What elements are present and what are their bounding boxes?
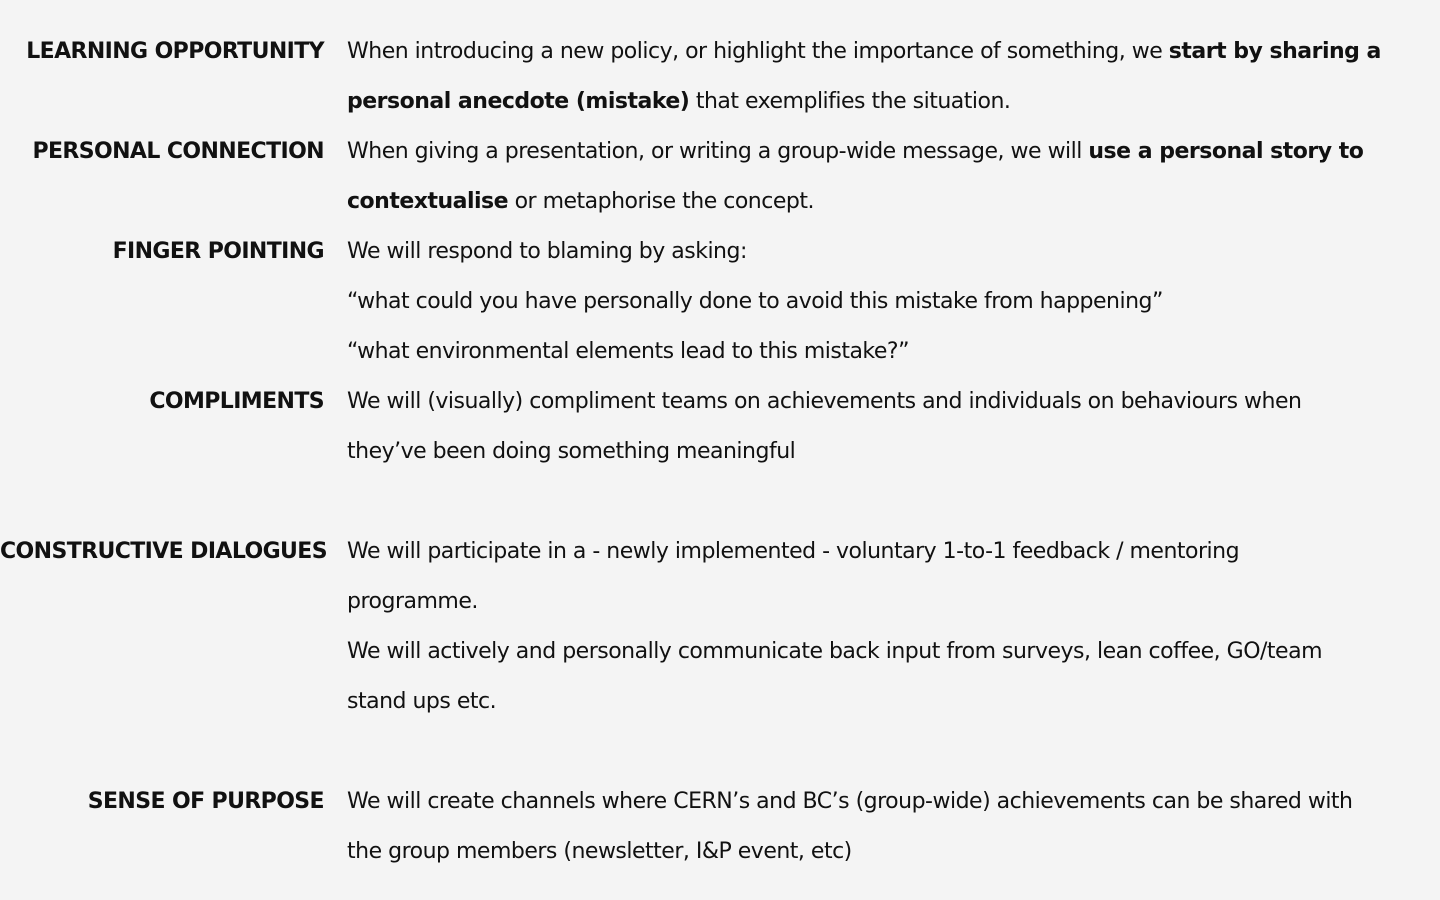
item-description	[347, 527, 1417, 727]
item-term: COMPLIMENTS	[149, 389, 324, 414]
description-line: they’ve been doing something meaningful	[347, 439, 796, 464]
item-description	[347, 777, 1417, 877]
text-run: that exemplifies the situation.	[689, 89, 1011, 114]
item-description	[347, 127, 1417, 227]
description-line: “what could you have personally done to avoid this mistake from happening”	[347, 289, 1163, 314]
description-line: “what environmental elements lead to this mistake?”	[347, 339, 910, 364]
text-run-bold: start by sharing a	[1168, 39, 1381, 64]
description-line: programme.	[347, 589, 478, 614]
text-run-bold: contextualise	[347, 189, 509, 214]
description-line	[347, 127, 1417, 177]
description-line	[347, 177, 1417, 227]
item-term: CONSTRUCTIVE DIALOGUES	[0, 539, 327, 564]
item-description	[347, 27, 1417, 127]
description-line: the group members (newsletter, I&P event, etc)	[347, 839, 852, 864]
item-term: PERSONAL CONNECTION	[32, 139, 324, 164]
item-term: SENSE OF PURPOSE	[87, 789, 324, 814]
item-term: FINGER POINTING	[112, 239, 324, 264]
text-run-bold: use a personal story to	[1088, 139, 1364, 164]
item-term: LEARNING OPPORTUNITY	[26, 39, 324, 64]
description-line: stand ups etc.	[347, 689, 497, 714]
description-line: We will (visually) compliment teams on achievements and individuals on behaviours when	[347, 389, 1302, 414]
description-line: We will respond to blaming by asking:	[347, 239, 747, 264]
description-line: We will participate in a - newly implemented - voluntary 1-to-1 feedback / mentoring	[347, 539, 1240, 564]
text-run-bold: personal anecdote (mistake)	[347, 89, 690, 114]
description-line	[347, 77, 1417, 127]
description-line	[347, 27, 1417, 77]
item-description	[347, 227, 1417, 377]
description-line: We will create channels where CERN’s and BC’s (group-wide) achievements can be shared with	[347, 789, 1353, 814]
text-run: When introducing a new policy, or highlight the importance of something, we	[347, 39, 1169, 64]
text-run: When giving a presentation, or writing a group-wide message, we will	[347, 139, 1089, 164]
description-line: We will actively and personally communicate back input from surveys, lean coffee, GO/team	[347, 639, 1323, 664]
item-description	[347, 377, 1417, 477]
text-run: or metaphorise the concept.	[508, 189, 814, 214]
